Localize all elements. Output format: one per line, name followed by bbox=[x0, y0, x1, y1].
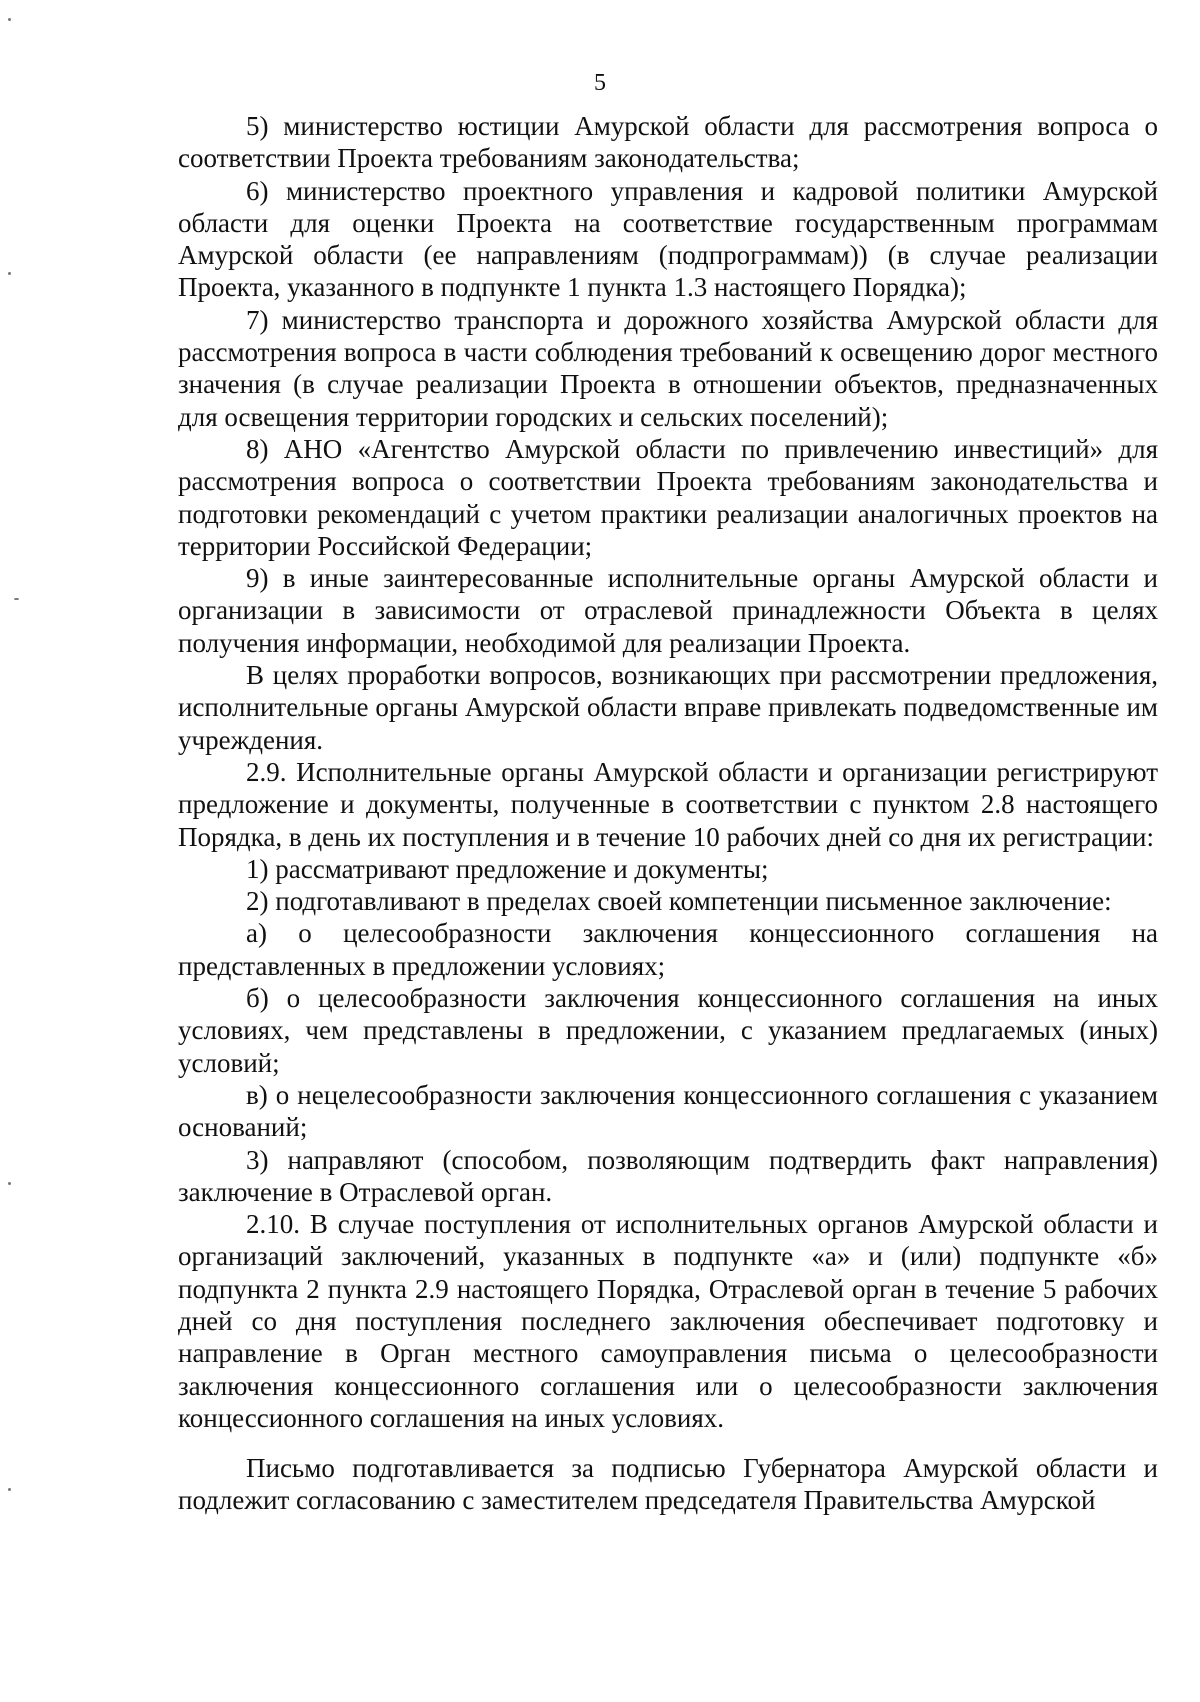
paragraph-sub-b: б) о целесообразности заключения концессионного соглашения на иных условиях, чем представлены в предложении, с указанием предлагаемых (иных) условий; bbox=[178, 983, 1158, 1078]
scan-artifact-dot bbox=[8, 1182, 11, 1185]
paragraph-item-9: 9) в иные заинтересованные исполнительные органы Амурской области и организации в зависимости от отраслевой принадлежности Объекта в целях получения информации, необходимой для реализации Проекта. bbox=[178, 563, 1158, 658]
paragraph-sub-2: 2) подготавливают в пределах своей компетенции письменное заключение: bbox=[246, 886, 1112, 917]
paragraph-subordinate-institutions: В целях проработки вопросов, возникающих при рассмотрении предложения, исполнительные органы Амурской области вправе привлекать подведомственные им учреждения. bbox=[178, 660, 1158, 755]
paragraph-section-2-9: 2.9. Исполнительные органы Амурской области и организации регистрируют предложение и документы, полученные в соответствии с пунктом 2.8 настоящего Порядка, в день их поступления и в течение 10 рабочих дней со дня их регистрации: bbox=[178, 756, 1158, 852]
paragraph-item-5: 5) министерство юстиции Амурской области для рассмотрения вопроса о соответствии Проекта требованиям законодательства; bbox=[178, 111, 1158, 174]
scan-artifact-dot bbox=[14, 598, 19, 600]
page-number: 5 bbox=[594, 70, 606, 96]
paragraph-sub-1: 1) рассматривают предложение и документы; bbox=[246, 853, 769, 884]
paragraph-sub-v: в) о нецелесообразности заключения концессионного соглашения с указанием оснований; bbox=[178, 1079, 1158, 1143]
paragraph-sub-a: а) о целесообразности заключения концессионного соглашения на представленных в предложении условиях; bbox=[178, 918, 1158, 981]
paragraph-item-6: 6) министерство проектного управления и кадровой политики Амурской области для оценки Проекта на соответствие государственным программам Амурской области (ее направлениям (подпрограммам)) (в случае реализации Проекта, указанного в подпункте 1 пункта 1.3 настоящего Порядка); bbox=[178, 175, 1158, 303]
paragraph-section-2-10: 2.10. В случае поступления от исполнительных органов Амурской области и организаций заключений, указанных в подпункте «а» и (или) подпункте «б» подпункта 2 пункта 2.9 настоящего Порядка, Отраслевой орган в течение 5 рабочих дней со дня поступления последнего заключения обеспечивает подготовку и направление в Орган местного самоуправления письма о целесообразности заключения концессионного соглашения или о целесообразности заключения концессионного соглашения на иных условиях. bbox=[178, 1209, 1158, 1433]
scan-artifact-dot bbox=[8, 1488, 11, 1491]
paragraph-letter-signature: Письмо подготавливается за подписью Губернатора Амурской области и подлежит согласованию с заместителем председателя Правительства Амурской bbox=[178, 1453, 1158, 1516]
document-body bbox=[178, 110, 1158, 1517]
scan-artifact-dot bbox=[8, 272, 11, 275]
paragraph-item-8: 8) АНО «Агентство Амурской области по привлечению инвестиций» для рассмотрения вопроса о соответствии Проекта требованиям законодательства и подготовки рекомендаций с учетом практики реализации аналогичных проектов на территории Российской Федерации; bbox=[178, 433, 1158, 561]
paragraph-sub-3: 3) направляют (способом, позволяющим подтвердить факт направления) заключение в Отраслевой орган. bbox=[178, 1144, 1158, 1207]
paragraph-item-7: 7) министерство транспорта и дорожного хозяйства Амурской области для рассмотрения вопроса в части соблюдения требований к освещению дорог местного значения (в случае реализации Проекта в отношении объектов, предназначенных для освещения территории городских и сельских поселений); bbox=[178, 304, 1158, 432]
scan-artifact-dot bbox=[8, 18, 11, 21]
